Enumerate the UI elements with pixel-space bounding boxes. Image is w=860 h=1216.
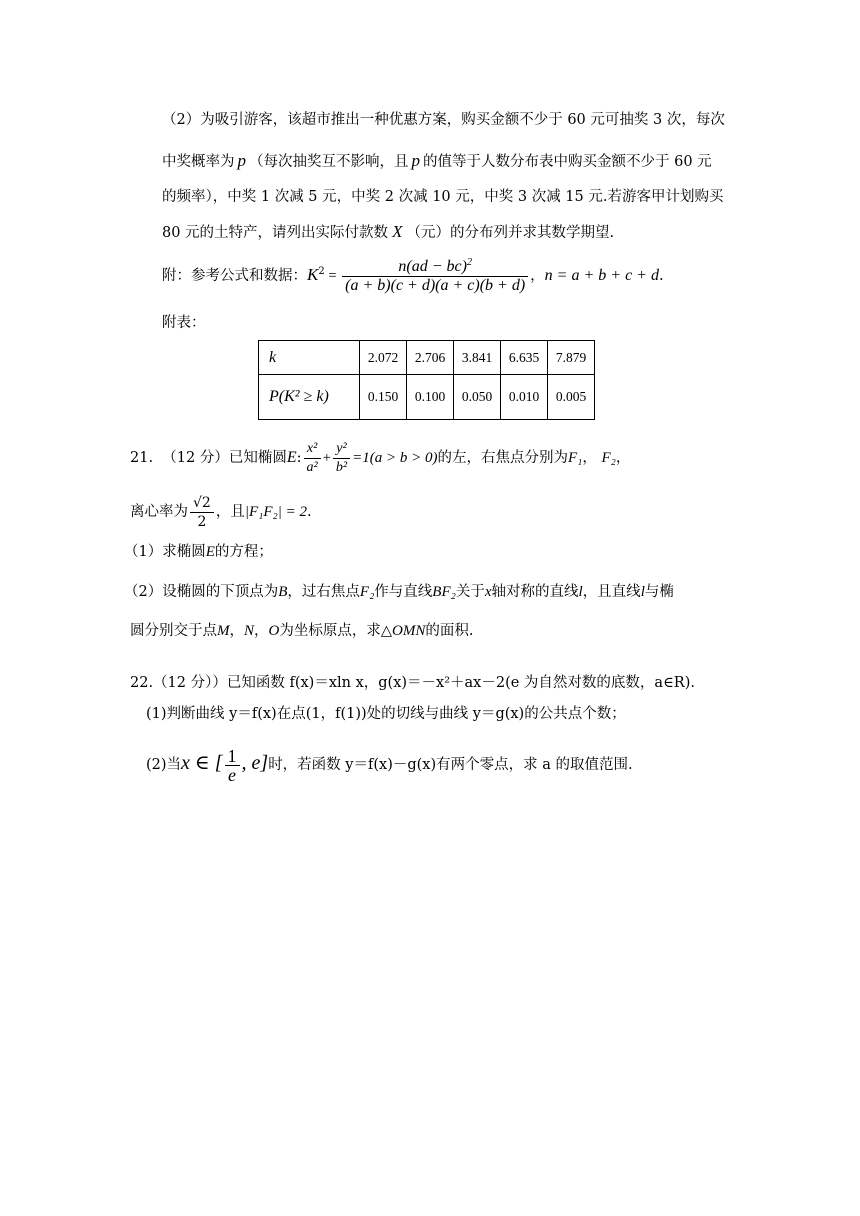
q21-comma2: ，	[615, 450, 631, 466]
q21-part2-line2-b: ，	[229, 623, 244, 639]
q21-part2-O: O	[268, 623, 280, 639]
q21-line1	[130, 436, 630, 480]
q21-comma: ，	[582, 450, 597, 466]
formula-sep: ，	[530, 268, 545, 284]
q21-frac-y-num: y²	[333, 440, 350, 459]
table-cell-k: 3.841	[454, 341, 501, 375]
table-cell-k: 7.879	[548, 341, 595, 375]
q21-points: （12 分）已知椭圆	[162, 450, 287, 466]
formula-lhs-exp: 2	[318, 266, 325, 277]
q21-abs: |F₁F₂| = 2	[244, 504, 307, 520]
q21-number: 21.	[130, 450, 154, 466]
q21-line2	[130, 490, 312, 534]
q21-line2-b: ，且	[215, 504, 245, 520]
table-head-p: P(K² ≥ k)	[259, 375, 360, 420]
q21-colon: :	[296, 450, 302, 466]
q20-line4-b: （元）的分布列并求其数学期望.	[406, 225, 615, 241]
q21-frac-y-den: b²	[335, 459, 348, 475]
q21-F2: F₂	[601, 450, 616, 466]
table-cell-p: 0.100	[407, 375, 454, 420]
q21-part2-OMN: OMN	[392, 623, 426, 639]
q22-line3-a: (2)当	[146, 757, 182, 773]
q21-part2-line2-a: 圆分别交于点	[130, 623, 217, 639]
q21-ecc-num: √2	[190, 494, 214, 513]
q21-part2-g: 与椭	[644, 584, 674, 600]
formula-num-exp: 2	[466, 256, 472, 268]
q21-ecc-den: 2	[197, 513, 207, 530]
formula-fraction	[342, 258, 528, 295]
q20-line2-b: （每次抽奖互不影响，且	[249, 154, 409, 170]
q21-part2-line2-e: 的面积.	[425, 623, 474, 639]
table-cell-p: 0.010	[501, 375, 548, 420]
q21-tail: 的左，右焦点分别为	[437, 450, 568, 466]
q21-frac-y	[333, 440, 350, 477]
q22-line2-text: (1)判断曲线 y＝f(x)在点(1，f(1))处的切线与曲线 y＝g(x)的公共点个数；	[146, 706, 626, 722]
q21-eq-cond: =1(a > b > 0)	[352, 450, 438, 466]
q21-part2-line2-d: 为坐标原点，求△	[279, 623, 393, 639]
table-label-text: 附表：	[162, 315, 206, 331]
q21-part2-line2	[130, 621, 473, 641]
q21-frac-x-den: a²	[306, 459, 318, 475]
q21-part1-tail: 的方程；	[214, 544, 273, 560]
table-cell-p: 0.150	[360, 375, 407, 420]
table-row-k	[259, 341, 595, 375]
q21-part1	[124, 542, 273, 562]
q20-line4-a: 80 元的土特产，请列出实际付款数	[162, 225, 389, 241]
q21-part2-c: 作与直线	[374, 584, 433, 600]
table-cell-k: 2.072	[360, 341, 407, 375]
q20-part2-line3	[162, 187, 723, 207]
q21-part2-M: M	[217, 623, 230, 639]
table-label	[162, 313, 206, 333]
q21-part2-N: N	[244, 623, 255, 639]
q21-part2-B: B	[278, 584, 288, 600]
q20-line2-a: 中奖概率为	[162, 154, 235, 170]
reference-formula	[162, 250, 664, 300]
q21-part2-d: 关于	[455, 584, 485, 600]
q22-line3-b: 时，若函数 y＝f(x)－g(x)有两个零点，求 a 的取值范围.	[268, 757, 633, 773]
q20-var-p2: p	[411, 151, 420, 170]
q21-line2-end: .	[306, 504, 312, 520]
formula-n-def: n = a + b + c + d	[544, 267, 659, 284]
formula-numerator-text: n(ad − bc)	[398, 257, 467, 275]
q22-line3	[146, 740, 633, 786]
table-cell-p: 0.005	[548, 375, 595, 420]
q21-part1-a: （1）求椭圆	[124, 544, 206, 560]
table-cell-k: 6.635	[501, 341, 548, 375]
formula-end: .	[658, 268, 664, 284]
table-row-p	[259, 375, 595, 420]
table-cell-k: 2.706	[407, 341, 454, 375]
q21-frac-x-num: x²	[304, 440, 321, 459]
q21-plus: +	[322, 450, 331, 466]
critical-value-table	[258, 340, 595, 420]
q20-var-p: p	[237, 151, 246, 170]
q21-part2-l: l	[578, 584, 583, 600]
formula-label: 附：参考公式和数据：	[162, 268, 307, 284]
q21-part2-line1	[124, 582, 674, 602]
q22-frac-den: e	[228, 764, 237, 785]
q22-line3-e: , e]	[241, 752, 269, 774]
q20-part2-line2	[162, 151, 712, 172]
q20-part2-line4	[162, 222, 614, 243]
q21-part2-F2: F₂	[359, 584, 375, 600]
q22-frac-num: 1	[225, 747, 240, 766]
q21-part1-E: E	[205, 544, 215, 560]
q21-part2-l2: l	[640, 584, 645, 600]
q22-line1	[130, 673, 695, 693]
table-head-k: k	[259, 341, 360, 375]
q22-line3-x: x ∈ [	[181, 752, 223, 774]
q21-F1: F₁	[567, 450, 583, 466]
q20-var-x: X	[392, 222, 403, 241]
q22-line2	[146, 704, 626, 724]
q21-part2-x: x	[484, 584, 492, 600]
formula-lhs: K	[307, 265, 319, 284]
table-cell-p: 0.050	[454, 375, 501, 420]
q21-frac-x	[304, 440, 321, 477]
q21-part2-e: 轴对称的直线	[491, 584, 579, 600]
q20-line3-text: 的频率），中奖 1 次减 5 元，中奖 2 次减 10 元，中奖 3 次减 15 元.若游客甲计划购买	[162, 189, 724, 205]
q21-part2-b: ，过右焦点	[287, 584, 360, 600]
q22-line1-text: 22.（12 分））已知函数 f(x)＝xln x，g(x)＝－x²＋ax－2(e 为自然对数的底数，a∈R).	[130, 675, 695, 691]
formula-numerator	[342, 258, 528, 277]
q21-part2-BF2: BF₂	[432, 584, 456, 600]
q20-line1-text: （2）为吸引游客，该超市推出一种优惠方案，购买金额不少于 60 元可抽奖 3 次，每次	[162, 112, 725, 128]
formula-eq: =	[324, 268, 341, 284]
q21-part2-a: （2）设椭圆的下顶点为	[124, 584, 279, 600]
q21-ecc-frac	[190, 494, 214, 531]
q21-part2-f: ，且直线	[582, 584, 641, 600]
q20-part2-line1	[162, 110, 725, 130]
q22-frac	[225, 747, 240, 784]
q21-ecc-label: 离心率为	[130, 504, 188, 520]
q21-part2-line2-c: ，	[254, 623, 269, 639]
q21-E: E	[286, 449, 297, 466]
formula-denominator: (a + b)(c + d)(a + c)(b + d)	[345, 276, 526, 294]
q20-line2-c: 的值等于人数分布表中购买金额不少于 60 元	[423, 154, 712, 170]
